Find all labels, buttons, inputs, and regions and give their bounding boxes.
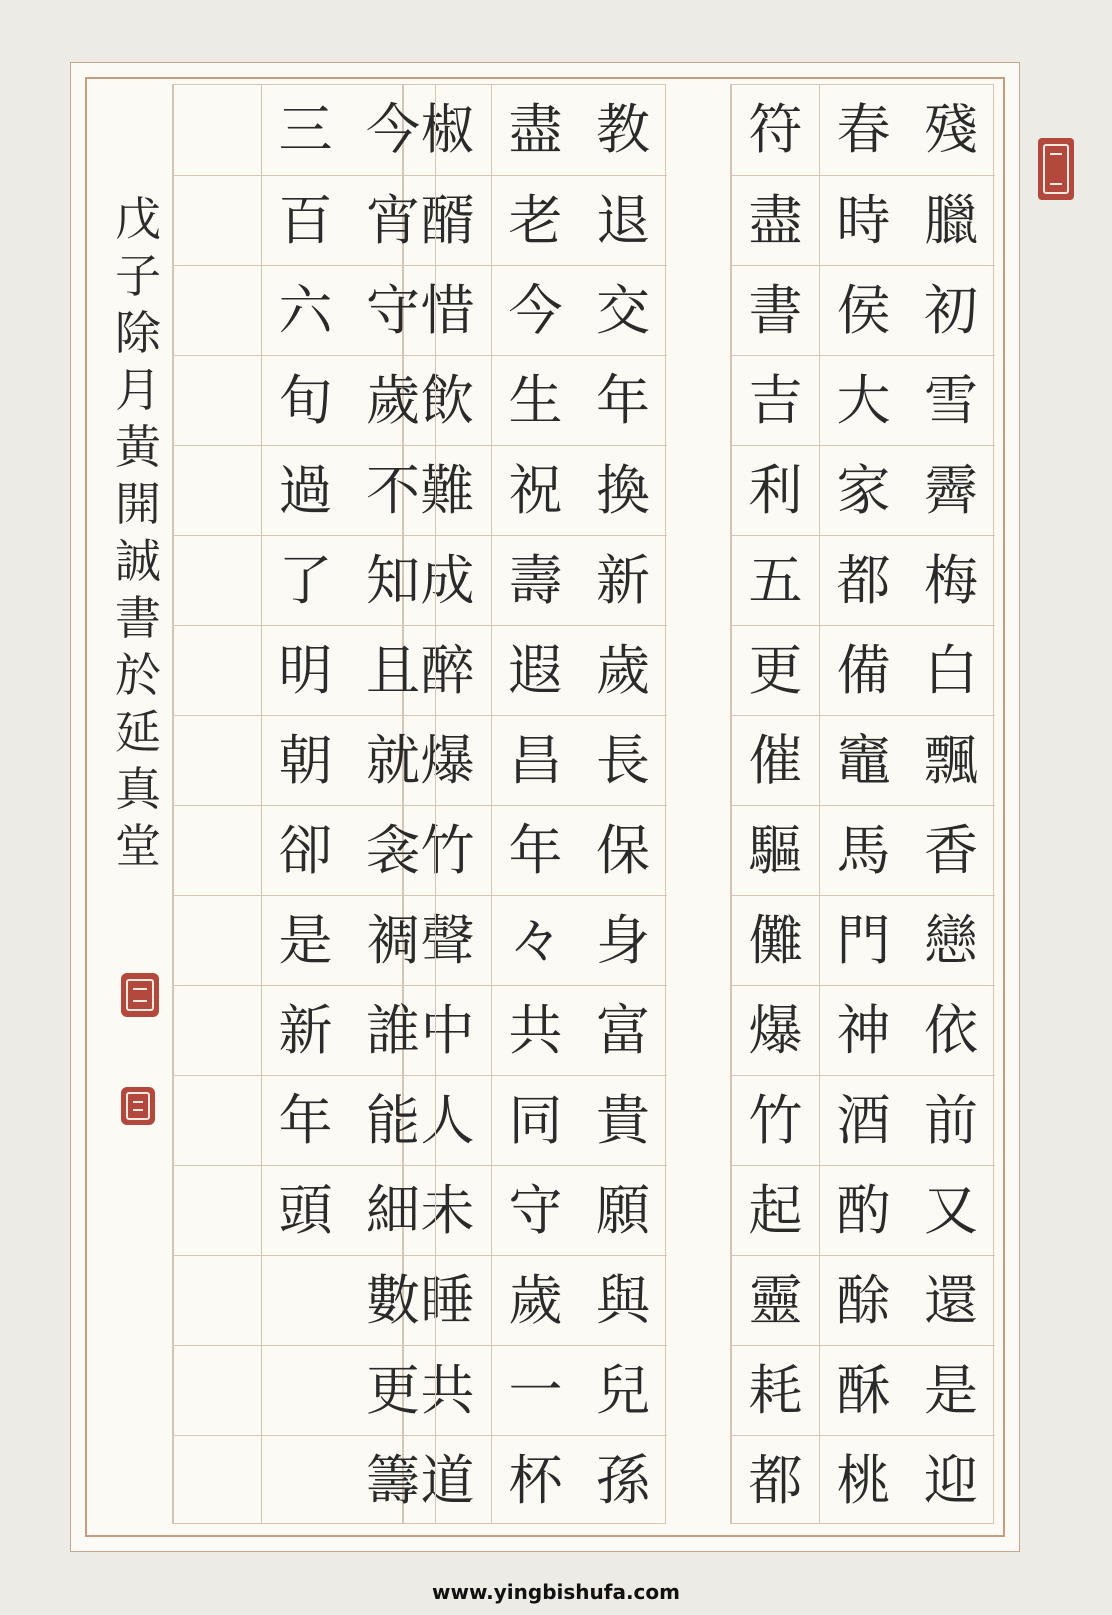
grid-cell: 身	[579, 895, 667, 985]
grid-cell: 家	[820, 445, 907, 535]
grid-cell: 今	[492, 265, 579, 355]
grid-cell: 杯	[492, 1435, 579, 1525]
grid-cell: 宵	[349, 175, 437, 265]
inscription-char: 月	[115, 362, 161, 417]
grid-cell: 吉	[732, 355, 819, 445]
grid-cell: 迎	[907, 1435, 995, 1525]
grid-cell	[174, 535, 261, 625]
grid-cell: 還	[907, 1255, 995, 1345]
grid-cell	[262, 1435, 349, 1525]
grid-cell: 竈	[820, 715, 907, 805]
grid-cell: 未	[404, 1165, 491, 1255]
text-column	[261, 85, 349, 1523]
grid-cell: 共	[404, 1345, 491, 1435]
grid-cell	[174, 895, 261, 985]
grid-cell: 桃	[820, 1435, 907, 1525]
grid-cell: 細	[349, 1165, 437, 1255]
grid-cell: 大	[820, 355, 907, 445]
grid-cell: 不	[349, 445, 437, 535]
inscription-char: 戊	[115, 191, 161, 246]
grid-cell: 儺	[732, 895, 819, 985]
grid-cell: 酥	[820, 1345, 907, 1435]
inscription-char: 黃	[115, 419, 161, 474]
grid-cell: 依	[907, 985, 995, 1075]
grid-cell: 難	[404, 445, 491, 535]
grid-cell: 符	[748, 98, 803, 161]
grid-cell	[174, 1255, 261, 1345]
inscription-char: 子	[115, 248, 161, 303]
grid-cell: 籌	[349, 1435, 437, 1525]
grid-cell	[262, 1255, 349, 1345]
grid-cell: 年	[262, 1075, 349, 1165]
grid-cell: 老	[492, 175, 579, 265]
grid-cell: 惜	[404, 265, 491, 355]
grid-cell: 々	[492, 895, 579, 985]
grid-cell: 人	[404, 1075, 491, 1165]
inscription-char: 誠	[115, 533, 161, 588]
grid-cell: 歲	[349, 355, 437, 445]
grid-cell: 一	[492, 1345, 579, 1435]
grid-cell: 願	[579, 1165, 667, 1255]
inscription-char: 延	[115, 704, 161, 759]
grid-cell	[174, 715, 261, 805]
grid-cell: 中	[404, 985, 491, 1075]
grid-cell: 新	[579, 535, 667, 625]
grid-cell: 馬	[820, 805, 907, 895]
inscription-char: 除	[115, 305, 161, 360]
grid-cell: 富	[579, 985, 667, 1075]
grid-cell: 明	[262, 625, 349, 715]
grid-cell: 初	[907, 265, 995, 355]
grid-cell: 梅	[907, 535, 995, 625]
grid-cell: 酴	[820, 1255, 907, 1345]
grid-cell: 百	[262, 175, 349, 265]
grid-cell	[174, 85, 261, 175]
grid-cell: 同	[492, 1075, 579, 1165]
text-column	[907, 85, 995, 1523]
grid-cell: 保	[579, 805, 667, 895]
grid-cell: 歲	[579, 625, 667, 715]
grid-cell: 都	[820, 535, 907, 625]
grid-cell: 長	[579, 715, 667, 805]
grid-cell: 今	[366, 98, 420, 161]
grid-cell: 朝	[262, 715, 349, 805]
grid-cell: 且	[349, 625, 437, 715]
grid-cell	[174, 175, 261, 265]
grid-cell: 祝	[492, 445, 579, 535]
grid-cell: 與	[579, 1255, 667, 1345]
grid-cell	[174, 985, 261, 1075]
grid-cell: 生	[492, 355, 579, 445]
grid-block	[730, 84, 994, 1524]
grid-cell: 椒	[420, 98, 475, 161]
grid-cell: 耗	[732, 1345, 819, 1435]
grid-cell: 成	[404, 535, 491, 625]
website-url: www.yingbishufa.com	[432, 1580, 680, 1604]
grid-cell: 換	[579, 445, 667, 535]
grid-cell: 雪	[907, 355, 995, 445]
grid-cell: 香	[907, 805, 995, 895]
grid-cell: 更	[349, 1345, 437, 1435]
grid-cell: 歲	[492, 1255, 579, 1345]
grid-cell: 退	[579, 175, 667, 265]
grid-cell: 白	[907, 625, 995, 715]
grid-cell: 頭	[262, 1165, 349, 1255]
grid-cell: 知	[349, 535, 437, 625]
grid-cell	[174, 1165, 261, 1255]
grid-cell	[174, 1075, 261, 1165]
grid-cell: 又	[907, 1165, 995, 1255]
grid-cell: 能	[349, 1075, 437, 1165]
grid-cell: 爆	[732, 985, 819, 1075]
grid-cell: 了	[262, 535, 349, 625]
grid-cell: 更	[732, 625, 819, 715]
grid-cell: 守	[492, 1165, 579, 1255]
grid-cell: 五	[732, 535, 819, 625]
grid-cell: 起	[732, 1165, 819, 1255]
grid-cell: 飄	[907, 715, 995, 805]
text-column	[731, 85, 819, 1523]
grid-cell: 侯	[820, 265, 907, 355]
grid-cell: 酒	[820, 1075, 907, 1165]
grid-cell: 時	[820, 175, 907, 265]
grid-cell: 睡	[404, 1255, 491, 1345]
seal-stamp-top	[1038, 138, 1074, 200]
grid-cell: 遐	[492, 625, 579, 715]
grid-cell: 孫	[579, 1435, 667, 1525]
grid-cell: 靈	[732, 1255, 819, 1345]
grid-cell: 醉	[404, 625, 491, 715]
grid-cell: 備	[820, 625, 907, 715]
grid-cell: 貴	[579, 1075, 667, 1165]
grid-cell: 壽	[492, 535, 579, 625]
grid-block	[402, 84, 666, 1524]
grid-cell: 守	[349, 265, 437, 355]
grid-cell: 戀	[907, 895, 995, 985]
grid-cell: 卻	[262, 805, 349, 895]
inscription-char: 開	[115, 476, 161, 531]
text-column	[173, 85, 261, 1523]
grid-cell	[262, 1345, 349, 1435]
grid-cell: 門	[820, 895, 907, 985]
inscription	[108, 190, 168, 874]
grid-cell: 春	[836, 98, 891, 161]
grid-cell: 誰	[349, 985, 437, 1075]
grid-cell: 三	[278, 98, 333, 161]
grid-cell: 過	[262, 445, 349, 535]
grid-cell: 教	[596, 98, 650, 161]
grid-cell: 霽	[907, 445, 995, 535]
grid-cell: 利	[732, 445, 819, 535]
grid-block	[172, 84, 436, 1524]
grid-cell: 共	[492, 985, 579, 1075]
grid-cell: 爆	[404, 715, 491, 805]
text-column	[349, 85, 437, 1523]
grid-cell: 盡	[732, 175, 819, 265]
seal-stamp-name	[121, 973, 159, 1017]
grid-cell	[174, 805, 261, 895]
grid-cell	[174, 625, 261, 715]
grid-cell	[174, 355, 261, 445]
grid-cell: 年	[492, 805, 579, 895]
grid-cell: 神	[820, 985, 907, 1075]
grid-cell: 驅	[732, 805, 819, 895]
grid-cell: 新	[262, 985, 349, 1075]
grid-cell: 都	[732, 1435, 819, 1525]
grid-cell: 催	[732, 715, 819, 805]
grid-cell: 飲	[404, 355, 491, 445]
grid-cell: 書	[732, 265, 819, 355]
grid-cell: 盡	[508, 98, 563, 161]
inscription-char: 真	[115, 761, 161, 816]
grid-cell: 六	[262, 265, 349, 355]
grid-cell: 是	[907, 1345, 995, 1435]
text-column	[491, 85, 579, 1523]
grid-cell	[174, 445, 261, 535]
grid-cell: 前	[907, 1075, 995, 1165]
grid-cell: 就	[349, 715, 437, 805]
grid-cell: 醑	[404, 175, 491, 265]
grid-cell: 裯	[349, 895, 437, 985]
grid-cell: 竹	[732, 1075, 819, 1165]
grid-cell: 竹	[404, 805, 491, 895]
grid-cell: 交	[579, 265, 667, 355]
grid-cell: 道	[404, 1435, 491, 1525]
grid-cell: 臘	[907, 175, 995, 265]
text-column	[579, 85, 667, 1523]
grid-cell: 旬	[262, 355, 349, 445]
grid-cell: 是	[262, 895, 349, 985]
grid-cell: 數	[349, 1255, 437, 1345]
grid-cell	[174, 1435, 261, 1525]
grid-cell: 衾	[349, 805, 437, 895]
grid-cell: 昌	[492, 715, 579, 805]
grid-cell: 殘	[924, 98, 978, 161]
text-column	[819, 85, 907, 1523]
inscription-char: 於	[115, 647, 161, 702]
grid-cell: 年	[579, 355, 667, 445]
inscription-char: 堂	[115, 818, 161, 873]
grid-cell	[174, 1345, 261, 1435]
seal-stamp-name-small	[121, 1087, 155, 1125]
grid-cell: 兒	[579, 1345, 667, 1435]
inscription-char: 書	[115, 590, 161, 645]
grid-cell	[174, 265, 261, 355]
grid-cell: 聲	[404, 895, 491, 985]
grid-cell: 酌	[820, 1165, 907, 1255]
